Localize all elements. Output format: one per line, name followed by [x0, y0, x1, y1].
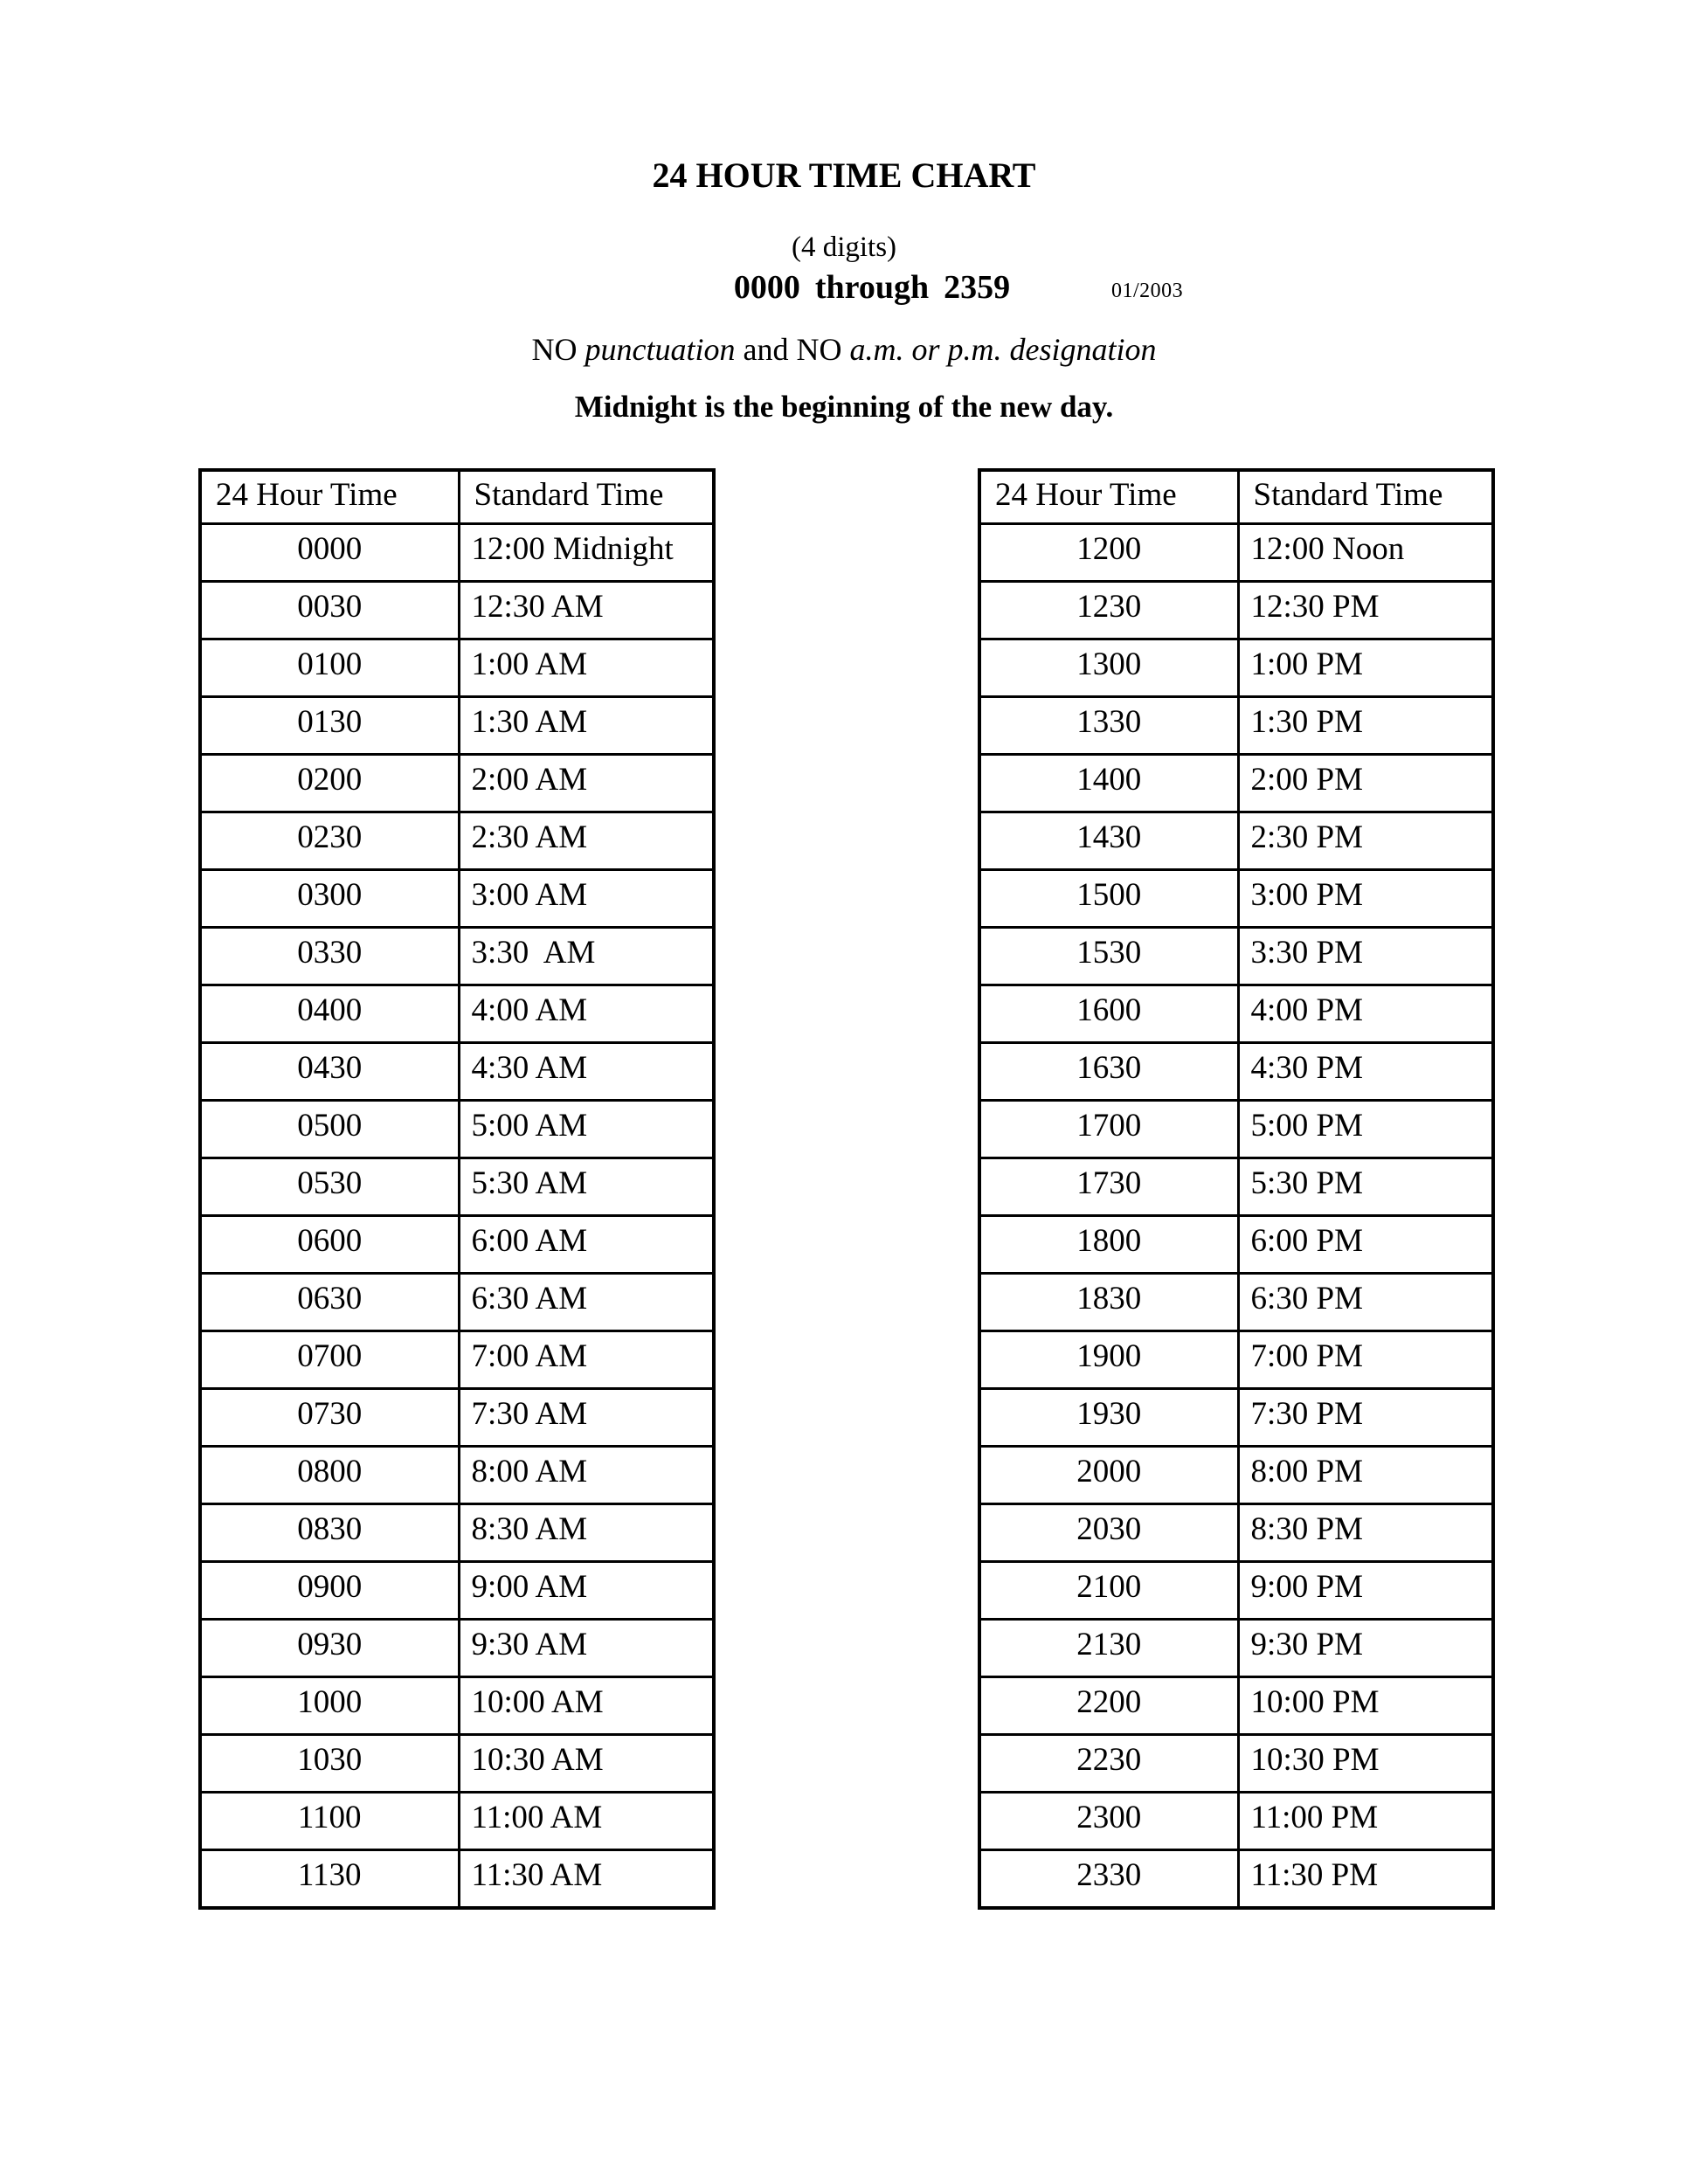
table-row: [979, 1043, 1493, 1101]
cell-standard-time: 11:30 PM: [1238, 1850, 1493, 1909]
cell-24hr-time: 0730: [200, 1389, 459, 1447]
table-row: [200, 928, 714, 985]
cell-standard-time: 12:30 PM: [1238, 582, 1493, 639]
cell-standard-time: 4:00 AM: [459, 985, 714, 1043]
cell-24hr-time: 0230: [200, 812, 459, 870]
cell-24hr-time: 1900: [979, 1331, 1238, 1389]
cell-standard-time: 6:00 PM: [1238, 1216, 1493, 1274]
cell-24hr-time: 2000: [979, 1447, 1238, 1504]
cell-standard-time: 4:30 AM: [459, 1043, 714, 1101]
cell-24hr-time: 0300: [200, 870, 459, 928]
cell-24hr-time: 0630: [200, 1274, 459, 1331]
midnight-note: Midnight is the beginning of the new day.: [574, 390, 1114, 424]
column-header-24hr: 24 Hour Time: [200, 470, 459, 524]
table-row: [979, 812, 1493, 870]
note-italic-segment: punctuation: [585, 332, 736, 367]
cell-standard-time: 7:00 AM: [459, 1331, 714, 1389]
cell-24hr-time: 2300: [979, 1793, 1238, 1850]
cell-standard-time: 8:00 AM: [459, 1447, 714, 1504]
cell-standard-time: 2:30 PM: [1238, 812, 1493, 870]
time-table-pm: [978, 468, 1495, 1910]
cell-24hr-time: 2230: [979, 1735, 1238, 1793]
cell-standard-time: 9:00 AM: [459, 1562, 714, 1620]
cell-standard-time: 8:30 PM: [1238, 1504, 1493, 1562]
table-row: [979, 1389, 1493, 1447]
cell-standard-time: 9:30 PM: [1238, 1620, 1493, 1677]
cell-standard-time: 3:30 AM: [459, 928, 714, 985]
cell-24hr-time: 1630: [979, 1043, 1238, 1101]
table-row: [200, 1447, 714, 1504]
table-row: [200, 1101, 714, 1158]
table-row: [200, 639, 714, 697]
cell-24hr-time: 0400: [200, 985, 459, 1043]
cell-24hr-time: 1230: [979, 582, 1238, 639]
column-header-standard: Standard Time: [1238, 470, 1493, 524]
cell-standard-time: 3:30 PM: [1238, 928, 1493, 985]
cell-24hr-time: 0930: [200, 1620, 459, 1677]
cell-standard-time: 5:30 AM: [459, 1158, 714, 1216]
cell-24hr-time: 1300: [979, 639, 1238, 697]
table-header-am: [200, 470, 714, 524]
table-row: [200, 985, 714, 1043]
cell-standard-time: 2:00 AM: [459, 755, 714, 812]
cell-standard-time: 10:00 PM: [1238, 1677, 1493, 1735]
cell-standard-time: 3:00 PM: [1238, 870, 1493, 928]
cell-24hr-time: 1800: [979, 1216, 1238, 1274]
table-row: [979, 1735, 1493, 1793]
cell-standard-time: 6:30 AM: [459, 1274, 714, 1331]
cell-24hr-time: 1730: [979, 1158, 1238, 1216]
cell-24hr-time: 1500: [979, 870, 1238, 928]
cell-24hr-time: 0500: [200, 1101, 459, 1158]
cell-standard-time: 2:00 PM: [1238, 755, 1493, 812]
table-row: [200, 524, 714, 582]
table-row: [979, 1331, 1493, 1389]
table-header-pm: [979, 470, 1493, 524]
cell-standard-time: 4:30 PM: [1238, 1043, 1493, 1101]
cell-24hr-time: 1530: [979, 928, 1238, 985]
cell-24hr-time: 0700: [200, 1331, 459, 1389]
table-row: [200, 1735, 714, 1793]
cell-standard-time: 10:30 AM: [459, 1735, 714, 1793]
table-row: [979, 1447, 1493, 1504]
cell-24hr-time: 1100: [200, 1793, 459, 1850]
cell-24hr-time: 1830: [979, 1274, 1238, 1331]
table-row: [200, 1620, 714, 1677]
cell-24hr-time: 1430: [979, 812, 1238, 870]
cell-standard-time: 1:00 PM: [1238, 639, 1493, 697]
cell-standard-time: 8:00 PM: [1238, 1447, 1493, 1504]
table-row: [200, 870, 714, 928]
range-start: 0000: [733, 269, 800, 306]
cell-standard-time: 6:30 PM: [1238, 1274, 1493, 1331]
cell-24hr-time: 1030: [200, 1735, 459, 1793]
table-row: [200, 1274, 714, 1331]
cell-standard-time: 9:30 AM: [459, 1620, 714, 1677]
table-row: [979, 639, 1493, 697]
table-row: [979, 1562, 1493, 1620]
note-italic-segment: a.m. or p.m. designation: [849, 332, 1157, 367]
cell-standard-time: 4:00 PM: [1238, 985, 1493, 1043]
table-row: [200, 1216, 714, 1274]
page-title: 24 HOUR TIME CHART: [652, 156, 1036, 195]
table-body-pm: [979, 524, 1493, 1909]
range-end: 2359: [944, 269, 1011, 306]
table-row: [979, 697, 1493, 755]
table-row: [979, 1677, 1493, 1735]
cell-24hr-time: 0100: [200, 639, 459, 697]
table-row: [979, 755, 1493, 812]
cell-24hr-time: 0530: [200, 1158, 459, 1216]
table-row: [979, 1274, 1493, 1331]
cell-24hr-time: 1130: [200, 1850, 459, 1909]
table-row: [200, 1504, 714, 1562]
cell-24hr-time: 2100: [979, 1562, 1238, 1620]
table-row: [979, 1216, 1493, 1274]
cell-24hr-time: 1930: [979, 1389, 1238, 1447]
table-row: [979, 928, 1493, 985]
document-header: [0, 158, 1688, 422]
cell-standard-time: 3:00 AM: [459, 870, 714, 928]
cell-standard-time: 11:30 AM: [459, 1850, 714, 1909]
table-row: [979, 985, 1493, 1043]
cell-24hr-time: 0800: [200, 1447, 459, 1504]
note-segment: and NO: [735, 332, 850, 367]
cell-24hr-time: 1330: [979, 697, 1238, 755]
punctuation-note: [0, 334, 1688, 365]
range-word: through: [814, 269, 930, 306]
cell-24hr-time: 0200: [200, 755, 459, 812]
cell-24hr-time: 2130: [979, 1620, 1238, 1677]
cell-standard-time: 2:30 AM: [459, 812, 714, 870]
cell-standard-time: 11:00 AM: [459, 1793, 714, 1850]
cell-24hr-time: 0130: [200, 697, 459, 755]
table-row: [979, 1504, 1493, 1562]
table-row: [200, 1793, 714, 1850]
table-row: [200, 1331, 714, 1389]
column-header-standard: Standard Time: [459, 470, 714, 524]
cell-standard-time: 1:30 AM: [459, 697, 714, 755]
cell-standard-time: 1:30 PM: [1238, 697, 1493, 755]
table-row: [979, 1620, 1493, 1677]
table-body-am: [200, 524, 714, 1909]
note-segment: NO: [531, 332, 585, 367]
cell-24hr-time: 2030: [979, 1504, 1238, 1562]
table-row: [200, 755, 714, 812]
cell-24hr-time: 0600: [200, 1216, 459, 1274]
table-row: [979, 1101, 1493, 1158]
cell-standard-time: 9:00 PM: [1238, 1562, 1493, 1620]
cell-24hr-time: 1600: [979, 985, 1238, 1043]
revision-date: 01/2003: [1111, 280, 1184, 302]
cell-standard-time: 6:00 AM: [459, 1216, 714, 1274]
cell-standard-time: 12:30 AM: [459, 582, 714, 639]
table-row: [200, 1850, 714, 1909]
cell-standard-time: 7:00 PM: [1238, 1331, 1493, 1389]
cell-standard-time: 5:00 AM: [459, 1101, 714, 1158]
cell-24hr-time: 2330: [979, 1850, 1238, 1909]
table-row: [200, 1043, 714, 1101]
cell-24hr-time: 0030: [200, 582, 459, 639]
cell-standard-time: 10:00 AM: [459, 1677, 714, 1735]
table-row: [200, 1158, 714, 1216]
table-row: [200, 1562, 714, 1620]
range-line: [0, 271, 1688, 304]
table-row: [979, 870, 1493, 928]
cell-standard-time: 7:30 PM: [1238, 1389, 1493, 1447]
cell-24hr-time: 1700: [979, 1101, 1238, 1158]
digits-subtitle: (4 digits): [791, 232, 897, 263]
cell-standard-time: 7:30 AM: [459, 1389, 714, 1447]
cell-24hr-time: 1000: [200, 1677, 459, 1735]
cell-standard-time: 12:00 Midnight: [459, 524, 714, 582]
cell-standard-time: 11:00 PM: [1238, 1793, 1493, 1850]
table-row: [200, 697, 714, 755]
cell-standard-time: 5:00 PM: [1238, 1101, 1493, 1158]
column-header-24hr: 24 Hour Time: [979, 470, 1238, 524]
table-row: [979, 582, 1493, 639]
header-row: [979, 470, 1493, 524]
cell-standard-time: 5:30 PM: [1238, 1158, 1493, 1216]
cell-24hr-time: 1200: [979, 524, 1238, 582]
cell-standard-time: 10:30 PM: [1238, 1735, 1493, 1793]
cell-standard-time: 12:00 Noon: [1238, 524, 1493, 582]
table-row: [200, 582, 714, 639]
time-table-am: [198, 468, 716, 1910]
cell-24hr-time: 0330: [200, 928, 459, 985]
cell-24hr-time: 0830: [200, 1504, 459, 1562]
table-row: [200, 1677, 714, 1735]
table-row: [979, 524, 1493, 582]
table-row: [200, 1389, 714, 1447]
cell-24hr-time: 2200: [979, 1677, 1238, 1735]
table-row: [979, 1158, 1493, 1216]
table-row: [979, 1850, 1493, 1909]
table-row: [200, 812, 714, 870]
cell-24hr-time: 1400: [979, 755, 1238, 812]
cell-standard-time: 1:00 AM: [459, 639, 714, 697]
table-row: [979, 1793, 1493, 1850]
header-row: [200, 470, 714, 524]
cell-standard-time: 8:30 AM: [459, 1504, 714, 1562]
cell-24hr-time: 0000: [200, 524, 459, 582]
cell-24hr-time: 0430: [200, 1043, 459, 1101]
cell-24hr-time: 0900: [200, 1562, 459, 1620]
